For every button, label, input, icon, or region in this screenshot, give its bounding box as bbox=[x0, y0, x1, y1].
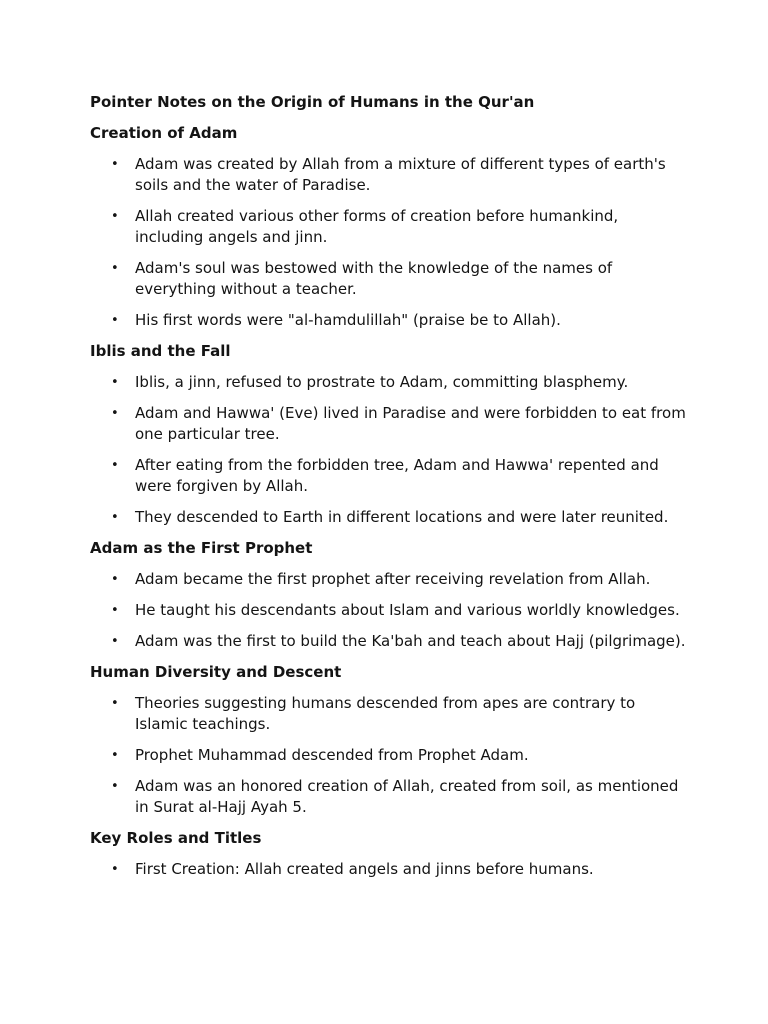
list-item bbox=[90, 403, 690, 445]
list-item-text: Iblis, a jinn, refused to prostrate to Adam, committing blasphemy. bbox=[135, 373, 629, 391]
section-heading-adam-as-first-prophet: Adam as the First Prophet bbox=[90, 539, 313, 557]
section-heading-human-diversity: Human Diversity and Descent bbox=[90, 663, 342, 681]
list-item bbox=[90, 455, 690, 497]
list-item bbox=[90, 569, 690, 590]
list-item bbox=[90, 206, 690, 248]
section-heading-key-roles: Key Roles and Titles bbox=[90, 829, 262, 847]
list-item-text: Adam was created by Allah from a mixture of different types of earth's soils and the water of Paradise. bbox=[135, 155, 666, 194]
list-item-text: Adam became the first prophet after receiving revelation from Allah. bbox=[135, 570, 651, 588]
list-item bbox=[90, 859, 690, 880]
list-item-text: He taught his descendants about Islam and various worldly knowledges. bbox=[135, 601, 680, 619]
list-item-text: They descended to Earth in different locations and were later reunited. bbox=[135, 508, 669, 526]
bullet-icon: • bbox=[111, 779, 119, 794]
section-list-creation-of-adam bbox=[90, 154, 690, 331]
bullet-icon: • bbox=[111, 634, 119, 649]
document-page bbox=[90, 92, 690, 890]
bullet-icon: • bbox=[111, 157, 119, 172]
bullet-icon: • bbox=[111, 510, 119, 525]
list-item bbox=[90, 631, 690, 652]
list-item-text: Adam and Hawwa' (Eve) lived in Paradise and were forbidden to eat from one particular tree. bbox=[135, 404, 686, 443]
bullet-icon: • bbox=[111, 406, 119, 421]
bullet-icon: • bbox=[111, 603, 119, 618]
list-item bbox=[90, 745, 690, 766]
bullet-icon: • bbox=[111, 572, 119, 587]
bullet-icon: • bbox=[111, 209, 119, 224]
list-item bbox=[90, 507, 690, 528]
list-item-text: Adam was the first to build the Ka'bah and teach about Hajj (pilgrimage). bbox=[135, 632, 686, 650]
list-item bbox=[90, 600, 690, 621]
list-item-text: Adam's soul was bestowed with the knowledge of the names of everything without a teacher. bbox=[135, 259, 613, 298]
list-item bbox=[90, 693, 690, 735]
bullet-icon: • bbox=[111, 261, 119, 276]
list-item bbox=[90, 154, 690, 196]
document-title: Pointer Notes on the Origin of Humans in the Qur'an bbox=[90, 93, 535, 111]
bullet-icon: • bbox=[111, 696, 119, 711]
bullet-icon: • bbox=[111, 458, 119, 473]
section-list-key-roles bbox=[90, 859, 690, 880]
section-heading-iblis-and-the-fall: Iblis and the Fall bbox=[90, 342, 231, 360]
list-item-text: First Creation: Allah created angels and jinns before humans. bbox=[135, 860, 594, 878]
bullet-icon: • bbox=[111, 748, 119, 763]
list-item bbox=[90, 776, 690, 818]
list-item bbox=[90, 258, 690, 300]
list-item bbox=[90, 310, 690, 331]
bullet-icon: • bbox=[111, 313, 119, 328]
list-item-text: Adam was an honored creation of Allah, created from soil, as mentioned in Surat al-Hajj Ayah 5. bbox=[135, 777, 679, 816]
list-item bbox=[90, 372, 690, 393]
list-item-text: Theories suggesting humans descended from apes are contrary to Islamic teachings. bbox=[135, 694, 636, 733]
list-item-text: Allah created various other forms of creation before humankind, including angels and jinn. bbox=[135, 207, 619, 246]
bullet-icon: • bbox=[111, 862, 119, 877]
list-item-text: After eating from the forbidden tree, Adam and Hawwa' repented and were forgiven by Allah. bbox=[135, 456, 659, 495]
list-item-text: Prophet Muhammad descended from Prophet Adam. bbox=[135, 746, 529, 764]
section-list-human-diversity bbox=[90, 693, 690, 818]
section-heading-creation-of-adam: Creation of Adam bbox=[90, 124, 238, 142]
bullet-icon: • bbox=[111, 375, 119, 390]
section-list-iblis-and-the-fall bbox=[90, 372, 690, 528]
list-item-text: His first words were "al-hamdulillah" (praise be to Allah). bbox=[135, 311, 561, 329]
section-list-adam-as-first-prophet bbox=[90, 569, 690, 652]
